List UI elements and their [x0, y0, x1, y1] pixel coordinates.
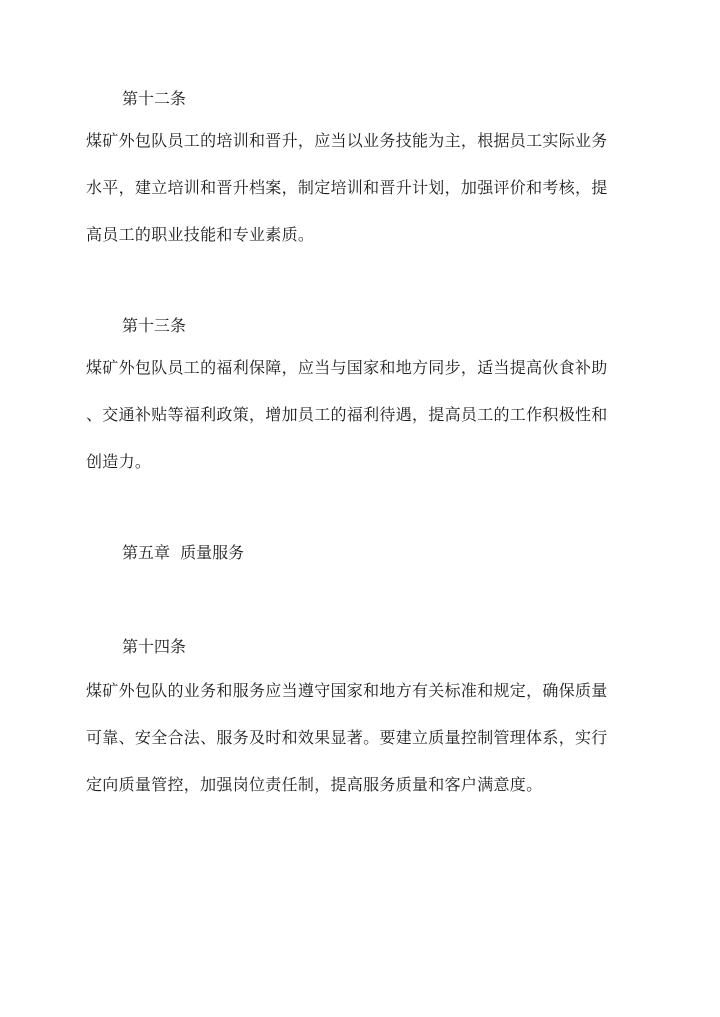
- text-line: 水平，建立培训和晋升档案，制定培训和晋升计划，加强评价和考核，提: [86, 178, 608, 197]
- text-line: 高员工的职业技能和专业素质。: [86, 225, 315, 244]
- article-13-body: [86, 357, 636, 473]
- article-12-heading: 第十二条: [122, 89, 187, 108]
- chapter-5-heading: 第五章 质量服务: [122, 543, 245, 562]
- text-line: 定向质量管控，加强岗位责任制，提高服务质量和客户满意度。: [86, 775, 543, 794]
- text-line: 、交通补贴等福利政策，增加员工的福利待遇，提高员工的工作积极性和: [86, 405, 608, 424]
- article-12-body: [86, 130, 636, 246]
- text-line: 创造力。: [86, 452, 152, 471]
- text-line: 煤矿外包队的业务和服务应当遵守国家和地方有关标准和规定，确保质量: [86, 681, 608, 700]
- text-line: 煤矿外包队员工的培训和晋升，应当以业务技能为主，根据员工实际业务: [86, 131, 608, 150]
- text-line: 可靠、安全合法、服务及时和效果显著。要建立质量控制管理体系，实行: [86, 728, 608, 747]
- article-13-heading: 第十三条: [122, 316, 187, 335]
- text-line: 煤矿外包队员工的福利保障，应当与国家和地方同步，适当提高伙食补助: [86, 358, 608, 377]
- article-14-heading: 第十四条: [122, 637, 187, 656]
- article-14-body: [86, 680, 636, 796]
